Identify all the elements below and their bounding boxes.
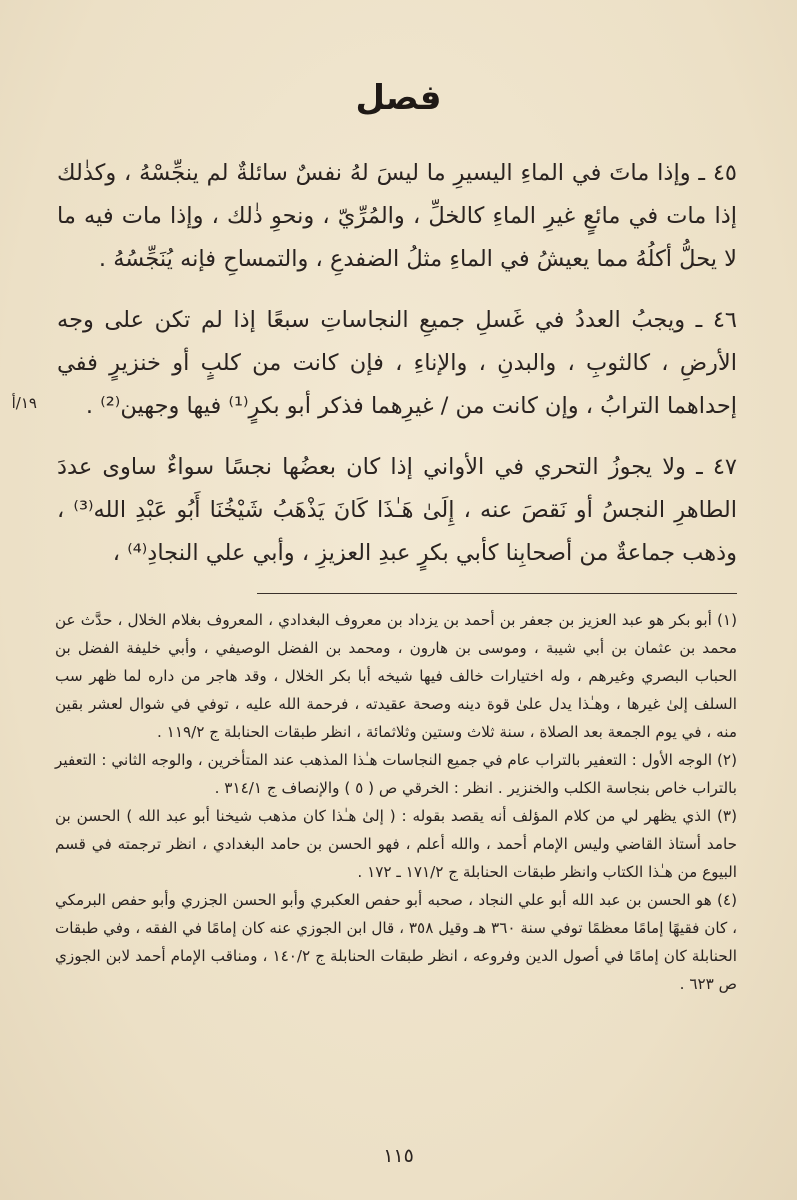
footnote-1: (١) أبو بكر هو عبد العزيز بن جعفر بن أحمد بن يزداد بن معروف البغدادي ، المعروف بغلام الخلال ، حدَّث عن محمد بن عثمان بن أبي شيبة ، وموسى بن هارون ، ومحمد بن الفضل الوصيفي ، وأبي خليفة الفضل بن الحباب البصري وغيرهم ، وله اختيارات خالف فيها شيخه أبا بكر الخلال ، وقد هاجر من داره لما ظهر سب السلف إلىٰ غيرها ، وهـٰذا يدل علىٰ قوة دينه وصحة عقيدته ، فرحمة الله عليه ، توفي في شوال لعشر بقين منه ، في يوم الجمعة بعد الصلاة ، سنة ثلاث وستين وثلاثمائة ، انظر طبقات الحنابلة ج ١١٩/٢ . bbox=[55, 611, 737, 741]
footnote-4: (٤) هو الحسن بن عبد الله أبو علي النجاد ، صحبه أبو حفص العكبري وأبو الحسن الجزري وأبو حفص البرمكي ، كان فقيهًا إمامًا معظمًا توفي سنة ٣٦٠ هـ وقيل ٣٥٨ ، قال ابن الجوزي عنه كان إمامًا في الفقه ، وفي طبقات الحنابلة كان إمامًا في أصول الدين وفروعه ، انظر طبقات الحنابلة ج ١٤٠/٢ ، ومناقب الإمام أحمد لابن الجوزي ص ٦٢٣ . bbox=[55, 891, 738, 993]
footnote-divider bbox=[257, 593, 737, 594]
manuscript-folio-note: ١٩/أ bbox=[11, 394, 37, 412]
paragraph-45: ٤٥ ـ وإذا ماتَ في الماءِ اليسيرِ ما ليسَ لهُ نفسٌ سائلةٌ لم ينجِّسْهُ ، وكذٰلك إذا مات في مائعٍ غيرِ الماءِ كالخلِّ ، والمُرِّيّ ، ونحوِ ذٰلك ، وإذا مات فيه ما لا يحلُّ أكلُهُ مما يعيشُ في الماءِ مثلُ الضفدعِ ، والتمساحِ فإنه يُنَجِّسُهُ . bbox=[57, 160, 737, 272]
section-title: فصل bbox=[355, 78, 442, 118]
footnote-3: (٣) الذي يظهر لي من كلام المؤلف أنه يقصد بقوله : ( إلىٰ هـٰذا كان مذهب شيخنا أبو عبد الله ) الحسن بن حامد أستاذ القاضي وليس الإمام أحمد ، والله أعلم ، فهو الحسن بن حامد البغدادي ، انظر ترجمته في قسم البيوع من هـٰذا الكتاب وانظر طبقات الحنابلة ج ١٧١/٢ ـ ١٧٢ . bbox=[55, 807, 737, 881]
paragraph-46: ٤٦ ـ ويجبُ العددُ في غَسلِ جميعِ النجاساتِ سبعًا إذا لم تكن على وجه الأرضِ ، كالثوبِ ، والبدنِ ، والإناءِ ، فإن كانت من كلبٍ أو خنزيرٍ ففي إحداهما الترابُ ، وإن كانت من / غيرِهما فذكر أبو بكرٍ⁽¹⁾ فيها وجهين⁽²⁾ . bbox=[57, 307, 737, 419]
footnotes bbox=[55, 606, 737, 998]
footnote-2: (٢) الوجه الأول : التعفير بالتراب عام في جميع النجاسات هـٰذا المذهب عند المتأخرين ، والوجه الثاني : التعفير بالتراب خاص بنجاسة الكلب والخنزير . انظر : الخرقي ص ( ٥ ) والإنصاف ج ٣١٤/١ . bbox=[55, 751, 737, 797]
paragraph-47: ٤٧ ـ ولا يجوزُ التحري في الأواني إذا كان بعضُها نجسًا سواءٌ ساوى عددَ الطاهرِ النجسُ أو نَقصَ عنه ، إِلَىٰ هَـٰذَا كَانَ يَذْهَبُ شَيْخُنَا أَبُو عَبْدِ الله⁽³⁾ ، وذهب جماعةٌ من أصحابِنا كأبي بكرٍ عبدِ العزيزِ ، وأبي علي النجادِ⁽⁴⁾ ، bbox=[57, 454, 738, 566]
main-text bbox=[57, 152, 737, 593]
page-number: ١١٥ bbox=[383, 1145, 414, 1167]
